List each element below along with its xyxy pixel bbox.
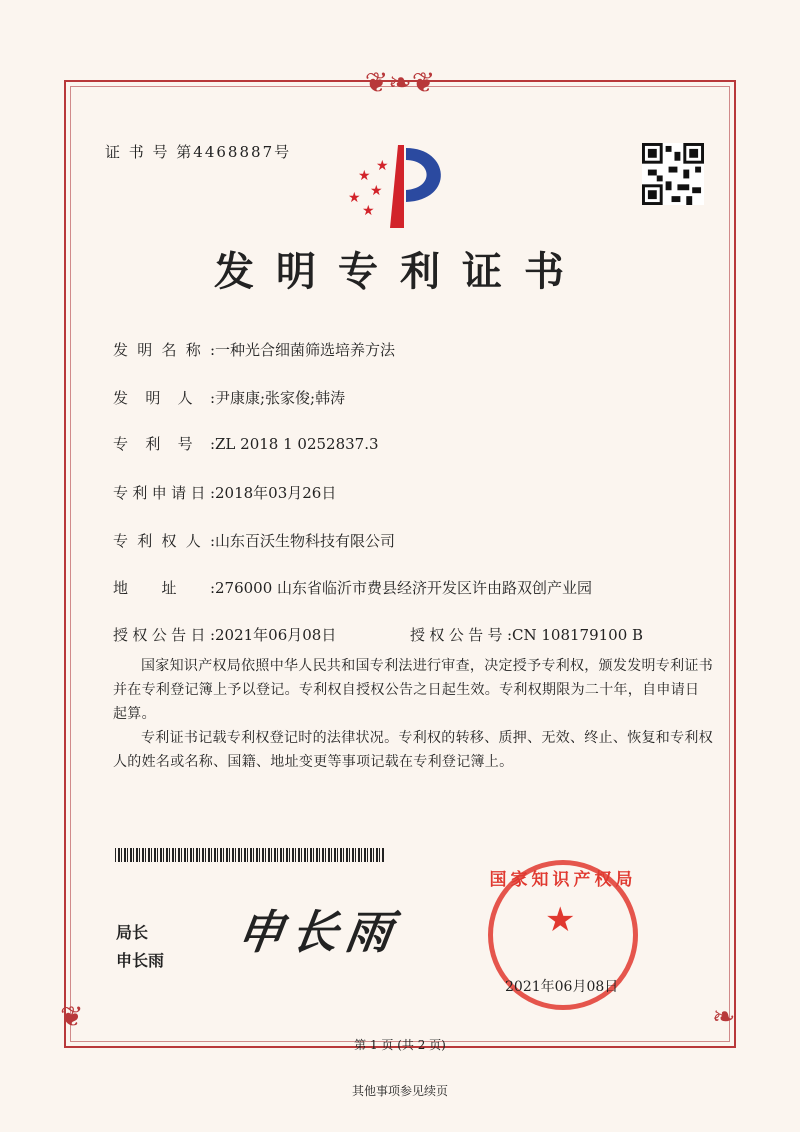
field-value: 山东百沃生物科技有限公司 [215, 532, 396, 550]
seal-date: 2021年06月08日 [505, 979, 619, 995]
qr-code [642, 143, 704, 205]
cnipa-logo-icon [340, 140, 460, 230]
field-label: 授权公告号: [410, 626, 512, 644]
barcode [115, 848, 385, 862]
corner-ornament-icon: ❧ [712, 1000, 736, 1033]
seal-text: 国家知识产权局 [489, 870, 637, 890]
page-indicator: 第 1 页 (共 2 页) [354, 1038, 446, 1052]
field-value: ZL 2018 1 0252837.3 [215, 435, 379, 453]
svg-text:★: ★ [348, 190, 361, 206]
statement-paragraph: 专利证书记载专利权登记时的法律状况。专利权的转移、质押、无效、终止、恢复和专利权人的姓名或名称、国籍、地址变更等事项记载在专利登记簿上。 [113, 730, 713, 770]
national-emblem-icon: ★ [545, 900, 576, 940]
field-announcement-number [410, 624, 643, 645]
field-patent-number [113, 433, 379, 454]
field-address [113, 577, 592, 598]
page-title: 发明专利证书 [214, 249, 586, 295]
field-invention-name [113, 339, 395, 360]
field-grant-date [113, 624, 410, 645]
director-name: 申长雨 [116, 951, 165, 970]
field-label: 发明人: [113, 389, 215, 407]
field-label: 授权公告日: [113, 626, 215, 644]
field-patentee [113, 530, 395, 551]
signature: 申长雨 [233, 905, 404, 959]
field-value: 2018年03月26日 [215, 484, 337, 502]
field-value: 2021年06月08日 [215, 626, 337, 644]
field-value: 一种光合细菌筛选培养方法 [215, 341, 396, 359]
svg-text:★: ★ [376, 158, 389, 174]
field-label: 专利号: [113, 435, 215, 453]
director-title: 局长 [116, 923, 149, 942]
corner-ornament-icon: ❦ [60, 1000, 84, 1033]
svg-text:★: ★ [370, 183, 383, 199]
field-label: 专利申请日: [113, 484, 215, 502]
field-label: 发明名称: [113, 341, 215, 359]
field-application-date [113, 482, 336, 503]
grant-row [113, 624, 713, 645]
field-value: 尹康康;张家俊;韩涛 [215, 389, 346, 407]
field-inventors [113, 387, 345, 408]
field-label: 地址: [113, 579, 215, 597]
field-label: 专利权人: [113, 532, 215, 550]
svg-text:★: ★ [358, 168, 371, 184]
continued-note: 其他事项参见续页 [351, 1084, 448, 1098]
statement [113, 654, 713, 774]
field-value: CN 108179100 B [512, 626, 644, 644]
field-value: 276000 山东省临沂市费县经济开发区许由路双创产业园 [215, 579, 593, 597]
certificate-number: 证 书 号 第4468887号 [105, 143, 292, 161]
statement-paragraph: 国家知识产权局依照中华人民共和国专利法进行审查，决定授予专利权，颁发发明专利证书并在专利登记簿上予以登记。专利权自授权公告之日起生效。专利权期限为二十年，自申请日起算。 [113, 658, 713, 722]
top-ornament-icon: ❦❧❦ [364, 66, 436, 99]
svg-text:★: ★ [362, 203, 375, 219]
